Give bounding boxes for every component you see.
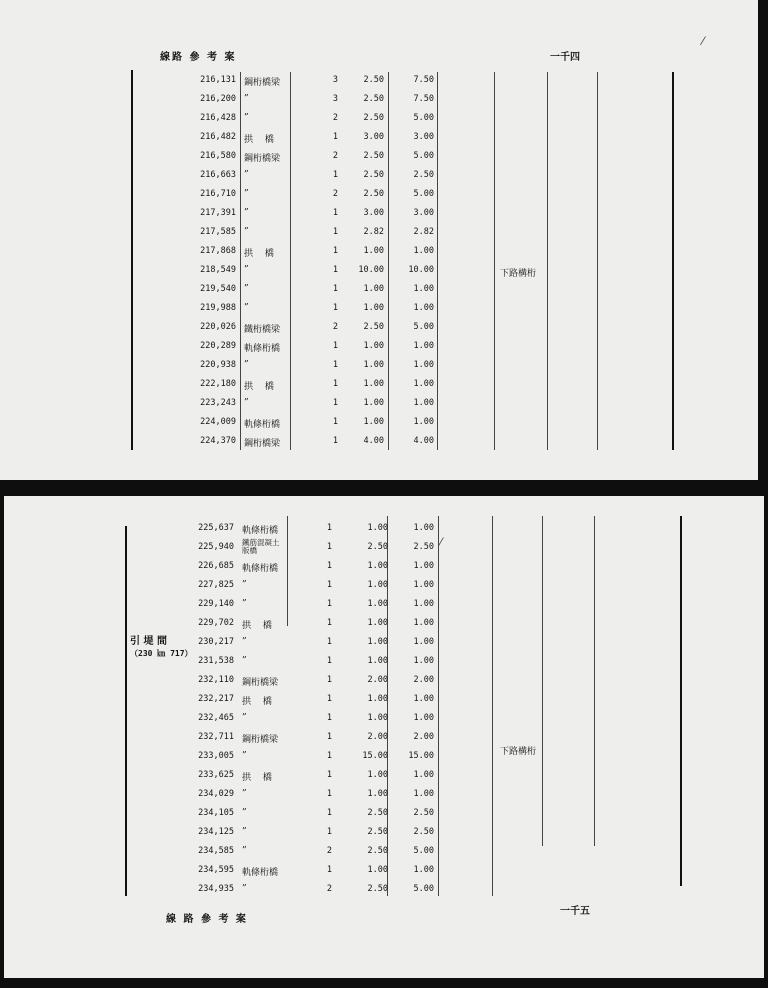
table-row	[0, 262, 700, 281]
table-row	[4, 558, 704, 577]
pen-mark: ⁄	[440, 536, 442, 549]
km-post: 217,585	[200, 227, 236, 237]
total-length: 2.50	[413, 170, 434, 180]
span-count: 2	[326, 884, 332, 894]
total-length: 1.00	[413, 284, 434, 294]
bridge-type: ”	[244, 303, 249, 313]
span-count: 1	[332, 417, 338, 427]
table-row	[4, 805, 704, 824]
span-length: 2.50	[363, 94, 384, 104]
span-length: 10.00	[358, 265, 384, 275]
total-length: 3.00	[413, 208, 434, 218]
bridge-type: 鋼桁橋梁	[244, 78, 281, 88]
table-row	[4, 824, 704, 843]
table-row	[4, 786, 704, 805]
pen-mark: ⁄	[702, 35, 704, 48]
span-length: 2.50	[363, 113, 384, 123]
span-count: 1	[332, 436, 338, 446]
span-length: 15.00	[362, 751, 388, 761]
bridge-type: ”	[242, 827, 247, 837]
total-length: 2.50	[413, 808, 434, 818]
total-length: 2.82	[413, 227, 434, 237]
bridge-type: 鐵桁橋梁	[244, 325, 281, 335]
bridge-type: ”	[242, 846, 247, 856]
span-count: 2	[332, 189, 338, 199]
km-post: 232,110	[198, 675, 234, 685]
km-post: 216,200	[200, 94, 236, 104]
km-post: 234,935	[198, 884, 234, 894]
km-post: 220,938	[200, 360, 236, 370]
span-length: 1.00	[363, 284, 384, 294]
span-length: 3.00	[363, 208, 384, 218]
bridge-type: 鋼桁橋梁	[244, 154, 281, 164]
bridge-type: 鋼桁橋梁	[244, 439, 281, 449]
table-row	[4, 596, 704, 615]
span-length: 1.00	[367, 656, 388, 666]
table-row	[0, 300, 700, 319]
span-length: 2.50	[367, 808, 388, 818]
total-length: 1.00	[413, 713, 434, 723]
span-length: 2.50	[363, 189, 384, 199]
total-length: 10.00	[408, 265, 434, 275]
page-header-right: 一千四	[550, 52, 580, 63]
bridge-type: 軌條桁橋	[242, 868, 279, 878]
bridge-type: ”	[244, 360, 249, 370]
span-count: 1	[332, 303, 338, 313]
total-length: 1.00	[413, 656, 434, 666]
km-post: 217,868	[200, 246, 236, 256]
table-row	[0, 129, 700, 148]
km-post: 234,029	[198, 789, 234, 799]
bridge-type: ”	[242, 713, 247, 723]
table-row	[0, 395, 700, 414]
span-length: 2.50	[367, 884, 388, 894]
total-length: 2.50	[413, 542, 434, 552]
bridge-type: 鋼桁橋梁	[242, 678, 279, 688]
table-row	[4, 634, 704, 653]
span-count: 1	[326, 618, 332, 628]
span-count: 1	[326, 694, 332, 704]
total-length: 15.00	[408, 751, 434, 761]
table-row	[0, 338, 700, 357]
span-length: 2.00	[367, 675, 388, 685]
km-post: 234,585	[198, 846, 234, 856]
total-length: 2.00	[413, 675, 434, 685]
total-length: 1.00	[413, 417, 434, 427]
section-name: 引 堤 間	[130, 636, 167, 647]
span-count: 1	[332, 265, 338, 275]
km-post: 223,243	[200, 398, 236, 408]
km-post: 234,125	[198, 827, 234, 837]
table-row	[0, 433, 700, 452]
bridge-type: 拱 橋	[244, 135, 274, 145]
total-length: 1.00	[413, 561, 434, 571]
table-row	[0, 72, 700, 91]
span-length: 3.00	[363, 132, 384, 142]
span-length: 2.50	[363, 170, 384, 180]
span-length: 1.00	[363, 417, 384, 427]
total-length: 1.00	[413, 341, 434, 351]
total-length: 4.00	[413, 436, 434, 446]
table-row	[4, 748, 704, 767]
span-count: 1	[326, 637, 332, 647]
total-length: 5.00	[413, 189, 434, 199]
km-post: 216,482	[200, 132, 236, 142]
page-footer-left: 線 路 參 考 案	[166, 914, 248, 925]
bridge-type: ”	[242, 789, 247, 799]
km-post: 226,685	[198, 561, 234, 571]
table-row	[4, 881, 704, 900]
km-post: 222,180	[200, 379, 236, 389]
table-row	[0, 414, 700, 433]
bridge-type: 鐵筋混凝土版橋	[242, 538, 280, 555]
table-row	[0, 91, 700, 110]
km-post: 216,131	[200, 75, 236, 85]
span-length: 1.00	[367, 789, 388, 799]
span-count: 1	[326, 789, 332, 799]
table-row	[4, 862, 704, 881]
span-count: 1	[332, 246, 338, 256]
span-length: 1.00	[367, 637, 388, 647]
span-count: 1	[326, 580, 332, 590]
total-length: 1.00	[413, 580, 434, 590]
km-post: 233,625	[198, 770, 234, 780]
span-length: 2.82	[363, 227, 384, 237]
span-count: 1	[332, 284, 338, 294]
bridge-type: ”	[244, 170, 249, 180]
span-count: 1	[332, 227, 338, 237]
km-post: 225,637	[198, 523, 234, 533]
span-length: 1.00	[367, 599, 388, 609]
km-post: 218,549	[200, 265, 236, 275]
span-count: 1	[326, 656, 332, 666]
table-row	[0, 224, 700, 243]
span-count: 3	[332, 75, 338, 85]
total-length: 1.00	[413, 618, 434, 628]
span-count: 2	[332, 151, 338, 161]
bridge-type: ”	[242, 808, 247, 818]
km-post: 234,105	[198, 808, 234, 818]
bridge-type: ”	[244, 113, 249, 123]
km-post: 219,988	[200, 303, 236, 313]
table-row	[4, 653, 704, 672]
bridge-type: ”	[242, 884, 247, 894]
total-length: 1.00	[413, 694, 434, 704]
bridge-type: ”	[242, 751, 247, 761]
span-length: 2.50	[367, 827, 388, 837]
table-row	[0, 376, 700, 395]
bridge-type: 拱 橋	[244, 249, 274, 259]
span-count: 1	[326, 523, 332, 533]
table-row	[0, 148, 700, 167]
bridge-type: 拱 橋	[242, 773, 272, 783]
km-post: 217,391	[200, 208, 236, 218]
bridge-type: 軌條桁橋	[244, 344, 281, 354]
bottom-page	[4, 496, 764, 978]
bridge-type: ”	[244, 189, 249, 199]
bridge-type: 拱 橋	[244, 382, 274, 392]
note-text: 下路構桁	[500, 269, 537, 279]
total-length: 1.00	[413, 398, 434, 408]
span-count: 1	[332, 170, 338, 180]
table-row	[0, 357, 700, 376]
km-post: 216,428	[200, 113, 236, 123]
total-length: 1.00	[413, 637, 434, 647]
bridge-type: 拱 橋	[242, 697, 272, 707]
span-length: 2.50	[363, 151, 384, 161]
total-length: 1.00	[413, 599, 434, 609]
total-length: 5.00	[413, 846, 434, 856]
span-length: 1.00	[367, 561, 388, 571]
km-post: 220,289	[200, 341, 236, 351]
span-length: 1.00	[363, 341, 384, 351]
table-row	[0, 167, 700, 186]
total-length: 2.00	[413, 732, 434, 742]
span-length: 2.50	[367, 846, 388, 856]
km-post: 230,217	[198, 637, 234, 647]
span-length: 1.00	[367, 694, 388, 704]
note-text: 下路構桁	[500, 747, 537, 757]
table-row	[4, 672, 704, 691]
span-length: 1.00	[367, 865, 388, 875]
bridge-type: 軌條桁橋	[242, 526, 279, 536]
km-post: 227,825	[198, 580, 234, 590]
total-length: 1.00	[413, 360, 434, 370]
span-length: 1.00	[363, 379, 384, 389]
span-length: 1.00	[363, 360, 384, 370]
bridge-type: ”	[242, 637, 247, 647]
km-post: 224,009	[200, 417, 236, 427]
total-length: 2.50	[413, 827, 434, 837]
km-post: 232,217	[198, 694, 234, 704]
km-post: 216,580	[200, 151, 236, 161]
total-length: 7.50	[413, 94, 434, 104]
span-count: 1	[332, 379, 338, 389]
span-count: 1	[326, 808, 332, 818]
total-length: 5.00	[413, 151, 434, 161]
span-length: 1.00	[367, 713, 388, 723]
bridge-type: 軌條桁橋	[242, 564, 279, 574]
total-length: 1.00	[413, 246, 434, 256]
bridge-type: ”	[244, 398, 249, 408]
total-length: 5.00	[413, 322, 434, 332]
span-length: 1.00	[363, 246, 384, 256]
bridge-type: ”	[244, 284, 249, 294]
km-post: 229,140	[198, 599, 234, 609]
page-footer-right: 一千五	[560, 906, 590, 917]
span-count: 1	[326, 561, 332, 571]
span-count: 1	[326, 732, 332, 742]
span-count: 3	[332, 94, 338, 104]
bridge-type: 拱 橋	[242, 621, 272, 631]
span-length: 1.00	[363, 303, 384, 313]
table-row	[4, 615, 704, 634]
table-row	[4, 843, 704, 862]
bridge-type: ”	[244, 227, 249, 237]
span-length: 1.00	[367, 618, 388, 628]
table-row	[0, 243, 700, 262]
km-post: 220,026	[200, 322, 236, 332]
bridge-type: ”	[244, 94, 249, 104]
bridge-type: ”	[244, 265, 249, 275]
total-length: 1.00	[413, 379, 434, 389]
total-length: 1.00	[413, 523, 434, 533]
table-row	[4, 729, 704, 748]
km-post: 219,540	[200, 284, 236, 294]
span-count: 1	[332, 208, 338, 218]
total-length: 3.00	[413, 132, 434, 142]
span-count: 1	[326, 751, 332, 761]
bridge-type: ”	[242, 599, 247, 609]
span-count: 1	[326, 675, 332, 685]
span-count: 1	[326, 827, 332, 837]
span-length: 2.50	[363, 322, 384, 332]
span-count: 2	[332, 113, 338, 123]
table-row	[0, 110, 700, 129]
total-length: 5.00	[413, 113, 434, 123]
span-count: 1	[332, 132, 338, 142]
span-length: 1.00	[367, 580, 388, 590]
km-post: 229,702	[198, 618, 234, 628]
span-count: 1	[332, 398, 338, 408]
top-page	[0, 0, 758, 480]
bridge-type: 軌條桁橋	[244, 420, 281, 430]
span-count: 1	[326, 542, 332, 552]
span-length: 1.00	[367, 770, 388, 780]
span-length: 1.00	[367, 523, 388, 533]
table-row	[0, 319, 700, 338]
table-row	[4, 539, 704, 558]
table-row	[0, 281, 700, 300]
total-length: 5.00	[413, 884, 434, 894]
km-post: 224,370	[200, 436, 236, 446]
span-length: 1.00	[363, 398, 384, 408]
span-count: 1	[326, 770, 332, 780]
total-length: 1.00	[413, 865, 434, 875]
span-count: 2	[326, 846, 332, 856]
table-row	[4, 577, 704, 596]
table-row	[4, 691, 704, 710]
table-row	[4, 710, 704, 729]
km-post: 233,005	[198, 751, 234, 761]
table-row	[0, 186, 700, 205]
span-count: 1	[326, 713, 332, 723]
span-length: 2.50	[363, 75, 384, 85]
bridge-type: ”	[242, 656, 247, 666]
km-post: 234,595	[198, 865, 234, 875]
section-range: （230 ㎞ 717）	[130, 649, 193, 658]
bridge-type: ”	[242, 580, 247, 590]
span-count: 1	[326, 865, 332, 875]
bridge-type: ”	[244, 208, 249, 218]
table-row	[4, 520, 704, 539]
total-length: 7.50	[413, 75, 434, 85]
span-count: 2	[332, 322, 338, 332]
km-post: 232,711	[198, 732, 234, 742]
total-length: 1.00	[413, 789, 434, 799]
bridge-type: 鋼桁橋梁	[242, 735, 279, 745]
span-length: 2.00	[367, 732, 388, 742]
span-length: 2.50	[367, 542, 388, 552]
km-post: 216,663	[200, 170, 236, 180]
km-post: 231,538	[198, 656, 234, 666]
span-count: 1	[332, 360, 338, 370]
total-length: 1.00	[413, 303, 434, 313]
span-length: 4.00	[363, 436, 384, 446]
km-post: 225,940	[198, 542, 234, 552]
table-row	[4, 767, 704, 786]
total-length: 1.00	[413, 770, 434, 780]
page-header-left: 線路 參 考 案	[160, 52, 237, 63]
span-count: 1	[326, 599, 332, 609]
km-post: 232,465	[198, 713, 234, 723]
km-post: 216,710	[200, 189, 236, 199]
span-count: 1	[332, 341, 338, 351]
table-row	[0, 205, 700, 224]
